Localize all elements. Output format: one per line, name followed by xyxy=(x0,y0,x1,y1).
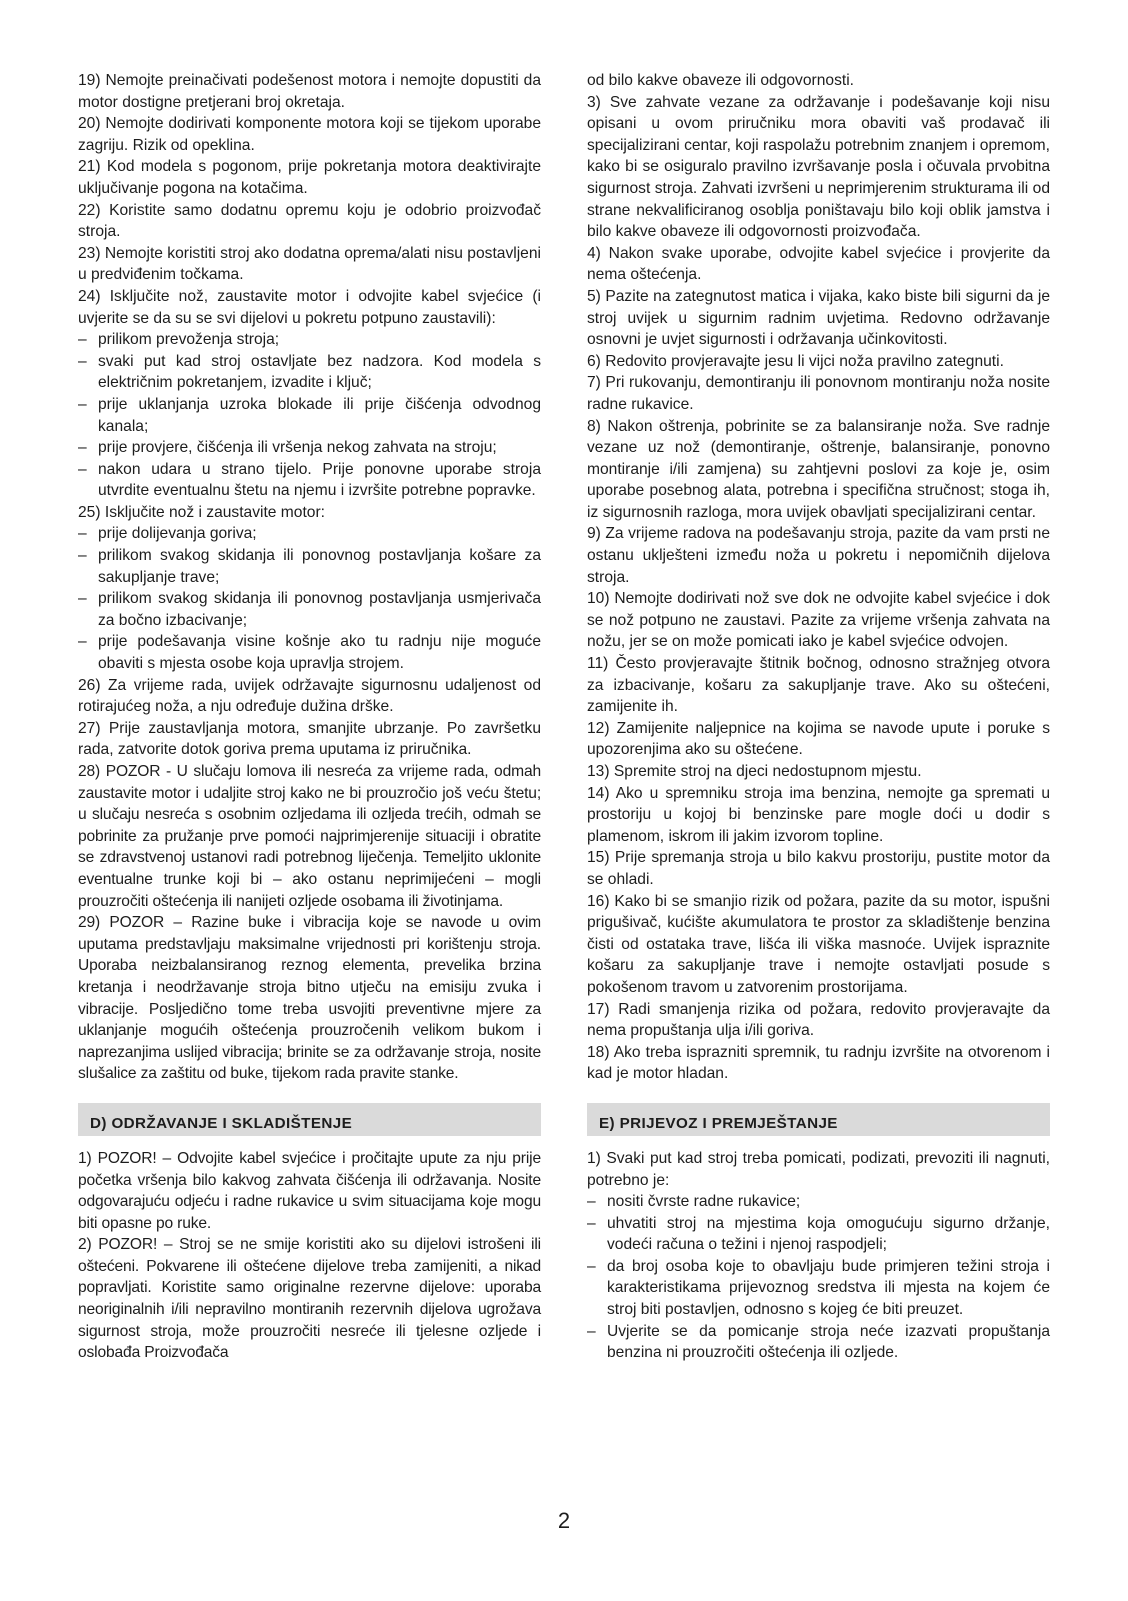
section-e-bullet: – da broj osoba koje to obavljaju bude primjeren težini stroja i karakteristikama prijevoznog sredstva ili mjesta na kojem će stroj biti postavljen, odnosno s kojeg će biti preuzet. xyxy=(587,1256,1050,1321)
section-e-item-1: 1) Svaki put kad stroj treba pomicati, podizati, prevoziti ili nagnuti, potrebno je: xyxy=(587,1149,1050,1189)
item-24-bullet: – nakon udara u strano tijelo. Prije ponovne uporabe stroja utvrdite eventualnu štetu na njemu i izvršite potrebne popravke. xyxy=(78,459,541,502)
left-column xyxy=(78,70,541,1364)
item-22: 22) Koristite samo dodatnu opremu koju je odobrio proizvođač stroja. xyxy=(78,201,541,241)
item-20: 20) Nemojte dodirivati komponente motora koji se tijekom uporabe zagriju. Rizik od opeklina. xyxy=(78,115,541,154)
section-d-item-14: 14) Ako u spremniku stroja ima benzina, nemojte ga spremati u prostoriju u kojoj bi benzinske pare mogle doći u dodir s plamenom, iskrom ili jakim izvorom topline. xyxy=(587,784,1050,845)
section-d-item-1: 1) POZOR! – Odvojite kabel svjećice i pročitajte upute za nju prije početka vršenja bilo kakvog zahvata čišćenja ili održavanja. Nosite odgovarajuću odjeću i radne rukavice u svim situacijama koje mogu biti opasne po ruke. xyxy=(78,1149,541,1232)
dash: – xyxy=(78,395,87,413)
item-25-bullet: – prije dolijevanja goriva; xyxy=(78,523,541,545)
item-25-bullet: – prilikom svakog skidanja ili ponovnog postavljanja usmjerivača za bočno izbacivanje; xyxy=(78,588,541,631)
page-number: 2 xyxy=(557,1508,571,1533)
section-d-item-9: 9) Za vrijeme radova na podešavanju stroja, pazite da vam prsti ne ostanu uklješteni između noža u pokretu i nepomičnih dijelova stroja. xyxy=(587,525,1050,586)
dash: – xyxy=(78,439,87,457)
item-25-bullet: – prilikom svakog skidanja ili ponovnog postavljanja košare za sakupljanje trave; xyxy=(78,545,541,588)
dash: – xyxy=(78,460,87,478)
section-d-item-17: 17) Radi smanjenja rizika od požara, redovito provjeravajte da nema propuštanja ulja i/ili goriva. xyxy=(587,1000,1050,1040)
section-d-item-6: 6) Redovito provjeravajte jesu li vijci noža pravilno zategnuti. xyxy=(587,352,1004,370)
section-d-item-4: 4) Nakon svake uporabe, odvojite kabel svjećice i provjerite da nema oštećenja. xyxy=(587,244,1050,284)
section-e-bullet: – Uvjerite se da pomicanje stroja neće izazvati propuštanja benzina ni prouzročiti oštećenja ili ozljede. xyxy=(587,1321,1050,1364)
item-19: 19) Nemojte preinačivati podešenost motora i nemojte dopustiti da motor dostigne pretjerani broj okretaja. xyxy=(78,72,541,111)
item-24-bullet: – prilikom prevoženja stroja; xyxy=(78,329,541,351)
item-24: 24) Isključite nož, zaustavite motor i odvojite kabel svjećice (i uvjerite se da su se svi dijelovi u pokretu potpuno zaustavili): xyxy=(78,287,541,327)
section-e-bullet: – uhvatiti stroj na mjestima koja omogućuju sigurno držanje, vodeći računa o težini i njenoj raspodjeli; xyxy=(587,1213,1050,1256)
item-25: 25) Isključite nož i zaustavite motor: xyxy=(78,503,326,521)
section-e-heading: E) PRIJEVOZ I PREMJEŠTANJE xyxy=(587,1103,1050,1136)
item-25-bullet: – prije podešavanja visine košnje ako tu radnju nije moguće obaviti s mjesta osobe koja upravlja strojem. xyxy=(78,631,541,674)
section-d-item-2: 2) POZOR! – Stroj se ne smije koristiti ako su dijelovi istrošeni ili oštećeni. Pokvarene ili oštećene dijelove treba zamijeniti, a nikad popravljati. Koristite samo originalne rezervne dijelove: uporaba neoriginalnih i/ili nepravilno montiranih rezervnih dijelova ugrožava sigurnost stroja, može prouzročiti nesreće ili tjelesne ozljede i oslobađa Proizvođača xyxy=(78,1236,541,1362)
dash: – xyxy=(78,633,87,651)
item-24-bullet: – prije uklanjanja uzroka blokade ili prije čišćenja odvodnog kanala; xyxy=(78,394,541,437)
item-29: 29) POZOR – Razine buke i vibracija koje se navode u ovim uputama predstavljaju maksimalne vrijednosti pri korištenju stroja. Uporaba neizbalansiranog reznog elementa, prevelika brzina kretanja i neodržavanje stroja bitno utječu na emisiju zvuka i vibracije. Posljedično tome treba usvojiti preventivne mjere za uklanjanje mogućih oštećenja prouzročenih velikom bukom i naprezanjima uslijed vibracija; brinite se za održavanje stroja, nosite slušalice za zaštitu od buke, tijekom rada pravite stanke. xyxy=(78,914,541,1083)
section-e-bullet: – nositi čvrste radne rukavice; xyxy=(587,1191,1050,1213)
section-d-item-13: 13) Spremite stroj na djeci nedostupnom mjestu. xyxy=(587,763,922,780)
dash: – xyxy=(78,525,87,543)
dash: – xyxy=(78,590,87,608)
section-d-item-3: 3) Sve zahvate vezane za održavanje i podešavanje koji nisu opisani u ovom priručniku mora obaviti vaš prodavač ili specijalizirani centar, koji raspolažu potrebnim znanjem i opremom, kako bi se osiguralo pravilno izvršavanje posla i očuvala prvobitna sigurnost stroja. Zahvati izvršeni u neprimjerenim strukturama ili od strane nekvalificiranog osoblja poništavaju bilo koji oblik jamstva i bilo kakve obaveze ili odgovornosti proizvođača. xyxy=(587,93,1050,241)
dash: – xyxy=(587,1193,596,1211)
dash: – xyxy=(78,547,87,565)
dash: – xyxy=(587,1214,596,1232)
section-d-item-12: 12) Zamijenite naljepnice na kojima se navode upute i poruke s upozorenjima ako su oštećene. xyxy=(587,719,1050,759)
section-d-item-10: 10) Nemojte dodirivati nož sve dok ne odvojite kabel svjećice i dok se nož potpuno ne zaustavi. Pazite za vrijeme vršenja zahvata na nožu, jer se on može pomicati iako je kabel svjećice odvojen. xyxy=(587,590,1050,651)
section-d-item-11: 11) Često provjeravajte štitnik bočnog, odnosno stražnjeg otvora za izbacivanje, košaru za sakupljanje trave. Ako su oštećeni, zamijenite ih. xyxy=(587,655,1050,716)
section-d-item-16: 16) Kako bi se smanjio rizik od požara, pazite da su motor, ispušni prigušivač, kućište akumulatora te prostor za skladištenje benzina čisti od ostataka trave, lišća ili viška masnoće. Uvijek ispraznite košaru za sakupljanje trave i nemojte ostavljati posude s pokošenom travom u zatvorenim prostorijama. xyxy=(587,892,1050,996)
section-d-item-15: 15) Prije spremanja stroja u bilo kakvu prostoriju, pustite motor da se ohladi. xyxy=(587,849,1050,888)
item-24-bullet: – prije provjere, čišćenja ili vršenja nekog zahvata na stroju; xyxy=(78,437,541,459)
section-d-item-2-cont: od bilo kakve obaveze ili odgovornosti. xyxy=(587,72,854,89)
dash: – xyxy=(78,331,87,349)
item-28: 28) POZOR - U slučaju lomova ili nesreća za vrijeme rada, odmah zaustavite motor i udaljite stroj kako ne bi prouzročio još veću štetu; u slučaju nesreća s osobnim ozljedama ili ozljeda trećih, odmah se pobrinite za pružanje prve pomoći najprimjerenije situaciji i obratite se zdravstvenoj ustanovi radi potrebnog liječenja. Temeljito uklonite eventualne trunke koji bi – ako ostanu neprimijećeni – mogli prouzročiti oštećenja ili nanijeti ozljede osobama ili životinjama. xyxy=(78,763,541,910)
item-24-bullet: – svaki put kad stroj ostavljate bez nadzora. Kod modela s električnim pokretanjem, izvadite i ključ; xyxy=(78,351,541,394)
section-d-item-8: 8) Nakon oštrenja, pobrinite se za balansiranje noža. Sve radnje vezane uz nož (demontiranje, oštrenje, balansiranje, ponovno montiranje i/ili zamjena) su zahtjevni poslovi za koje je, osim uporabe posebnog alata, potrebna i specifična stručnost; stoga ih, iz sigurnosnih razloga, mora uvijek obavljati specijalizirani centar. xyxy=(587,417,1050,521)
section-d-heading: D) ODRŽAVANJE I SKLADIŠTENJE xyxy=(78,1103,541,1136)
section-d-item-18: 18) Ako treba isprazniti spremnik, tu radnju izvršite na otvorenom i kad je motor hladan. xyxy=(587,1043,1050,1083)
dash: – xyxy=(587,1322,596,1340)
item-26: 26) Za vrijeme rada, uvijek održavajte sigurnosnu udaljenost od rotirajućeg noža, a nju određuje dužina drške. xyxy=(78,676,541,716)
section-d-item-5: 5) Pazite na zategnutost matica i vijaka, kako biste bili sigurni da je stroj uvijek u sigurnim radnim uvjetima. Redovno održavanje osnovni je uvjet sigurnosti i održavanja učinkovitosti. xyxy=(587,287,1050,349)
item-23: 23) Nemojte koristiti stroj ako dodatna oprema/alati nisu postavljeni u predviđenim točkama. xyxy=(78,244,541,284)
dash: – xyxy=(587,1257,596,1275)
section-d-item-7: 7) Pri rukovanju, demontiranju ili ponovnom montiranju noža nosite radne rukavice. xyxy=(587,374,1050,413)
item-21: 21) Kod modela s pogonom, prije pokretanja motora deaktivirajte uključivanje pogona na kotačima. xyxy=(78,158,541,197)
item-27: 27) Prije zaustavljanja motora, smanjite ubrzanje. Po završetku rada, zatvorite dotok goriva prema uputama iz priručnika. xyxy=(78,719,541,759)
right-column xyxy=(587,70,1050,1364)
dash: – xyxy=(78,352,87,370)
